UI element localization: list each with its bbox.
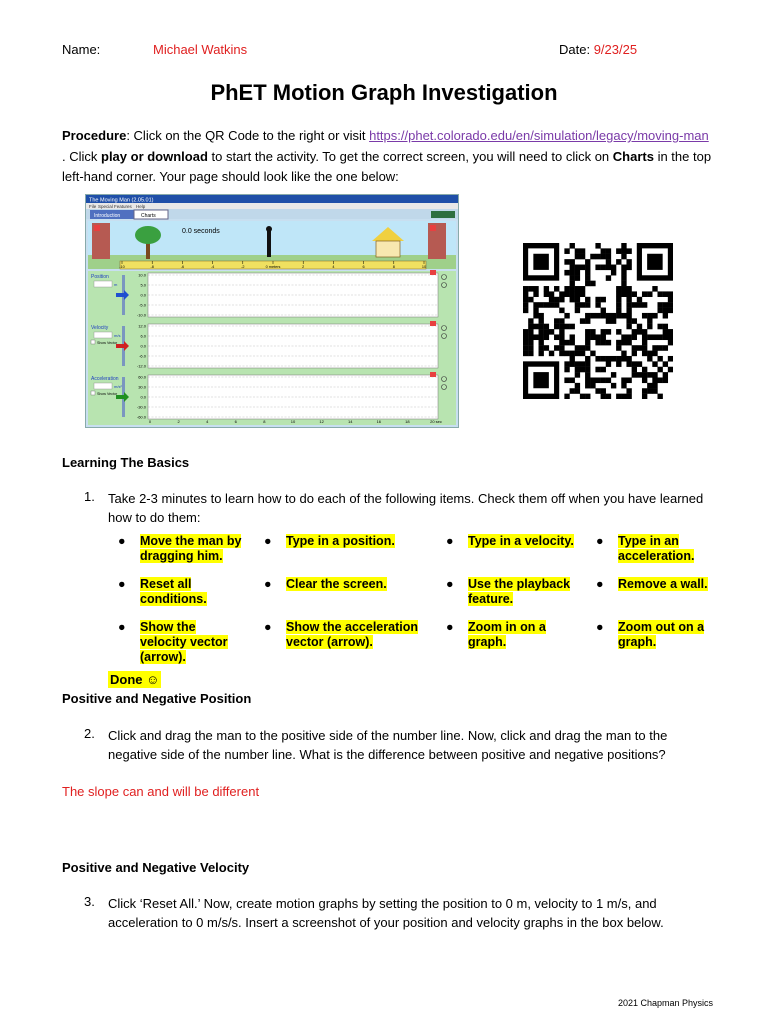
time-axis-tick: 0 — [148, 419, 152, 424]
procedure-paragraph — [62, 126, 712, 188]
graph-tick-label: 12.0 — [138, 323, 146, 329]
show-vector-checkbox: Show Vector — [97, 392, 118, 396]
graph-tick-label: 5.0 — [140, 282, 146, 288]
time-axis-tick: 2 — [177, 419, 180, 424]
number-line-tick: -8 — [150, 265, 154, 269]
checklist-item — [264, 620, 418, 650]
bullet-icon: ● — [264, 620, 272, 634]
learning-intro: Take 2-3 minutes to learn how to do each of the following items. Check them off when you have learned how to do them: — [108, 491, 704, 525]
graph-unit: m/s — [114, 333, 121, 338]
time-axis-tick: 16 — [376, 419, 382, 424]
bullet-icon: ● — [446, 620, 454, 634]
checklist-item — [446, 620, 546, 650]
graph-label: Velocity — [91, 325, 109, 331]
number-line-tick: -4 — [210, 265, 215, 269]
time-axis-tick: 20 sec — [430, 419, 442, 424]
procedure-text-1: : Click on the QR Code to the right or visit — [126, 128, 370, 143]
phet-link[interactable]: https://phet.colorado.edu/en/simulation/legacy/moving-man — [369, 128, 709, 143]
page-title: PhET Motion Graph Investigation — [210, 80, 558, 105]
checklist-item — [118, 577, 207, 607]
checklist-item-text: Move the man by dragging him. — [140, 534, 242, 563]
procedure-text-3: to start the activity. To get the correct screen, you will need to click on — [207, 148, 613, 164]
number-line-tick: 10 — [421, 265, 427, 269]
sim-menu-help: Help — [136, 204, 146, 209]
done-mark: Done ☺ — [110, 672, 160, 687]
bullet-icon: ● — [596, 577, 604, 591]
graph-tick-label: -30.0 — [136, 404, 146, 410]
show-vector-checkbox: Show Vector — [97, 341, 118, 345]
number-line-tick: -10 — [119, 265, 125, 269]
time-axis-tick: 8 — [263, 419, 266, 424]
checklist-item — [264, 534, 395, 549]
bullet-icon: ● — [446, 534, 454, 548]
graph-tick-label: 0.0 — [140, 343, 146, 349]
sim-menu-file: File — [89, 204, 97, 209]
graph-tick-label: -5.0 — [139, 302, 146, 308]
graph-label: Position — [91, 274, 109, 280]
date-label: Date: — [559, 42, 591, 57]
time-axis-tick: 4 — [206, 419, 209, 424]
learning-heading: Learning The Basics — [62, 455, 190, 470]
checklist-item — [264, 577, 387, 592]
procedure-text-4: in the top left-hand corner. Your page should look like the one below: — [62, 148, 712, 184]
number-line-tick: 6 — [362, 265, 365, 269]
checklist-item-text: Show the velocity vector (arrow). — [140, 620, 228, 664]
velocity-heading: Positive and Negative Velocity — [62, 860, 250, 875]
checklist-item — [118, 620, 228, 665]
item-number-1: 1. — [84, 489, 95, 504]
checklist-item — [446, 577, 570, 607]
footer: 2021 Chapman Physics — [618, 998, 714, 1008]
graph-tick-label: 0.0 — [140, 292, 146, 298]
checklist-item — [596, 577, 708, 592]
checklist-item-text: Type in a velocity. — [468, 534, 574, 548]
checklist-item-text: Show the acceleration vector (arrow). — [286, 620, 418, 649]
bullet-icon: ● — [118, 577, 126, 591]
bullet-icon: ● — [264, 577, 272, 591]
checklist-item — [446, 534, 574, 549]
bullet-icon: ● — [264, 534, 272, 548]
position-question: Click and drag the man to the positive side of the number line. Now, click and drag the man to the negative side of the number line. What is the difference between positive and negative positions? — [108, 728, 668, 762]
graph-tick-label: 0.0 — [140, 394, 146, 400]
number-line-tick: -6 — [180, 265, 185, 269]
checklist-item — [596, 620, 704, 650]
graph-tick-label: -60.0 — [136, 414, 146, 420]
procedure-bold-2: Charts — [612, 148, 654, 164]
time-axis-tick: 10 — [290, 419, 296, 424]
procedure-text-2: . Click — [62, 148, 101, 164]
number-line-tick: 4 — [332, 265, 335, 269]
checklist-item-text: Reset all conditions. — [140, 577, 207, 606]
bullet-icon: ● — [446, 577, 454, 591]
graph-label: Acceleration — [91, 376, 119, 382]
procedure-bold-1: play or download — [101, 148, 208, 164]
checklist-item-text: Use the playback feature. — [468, 577, 571, 606]
graph-unit: m/s² — [114, 384, 122, 389]
item-number-3: 3. — [84, 894, 95, 909]
bullet-icon: ● — [596, 534, 604, 548]
checklist-item-text: Remove a wall. — [618, 577, 708, 591]
time-axis-tick: 14 — [347, 419, 353, 424]
bullet-icon: ● — [596, 620, 604, 634]
date-value: 9/23/25 — [593, 42, 638, 57]
number-line-tick: 0 meters — [265, 265, 281, 269]
checklist-item-text: Type in an acceleration. — [618, 534, 695, 563]
name-value: Michael Watkins — [153, 42, 248, 57]
checklist-item-text: Zoom in on a graph. — [468, 620, 546, 649]
name-label: Name: — [62, 42, 101, 57]
bullet-icon: ● — [118, 534, 126, 548]
time-axis-tick: 12 — [319, 419, 324, 424]
position-answer: The slope can and will be different — [62, 784, 260, 799]
item-number-2: 2. — [84, 726, 95, 741]
number-line-tick: 2 — [302, 265, 305, 269]
number-line-tick: 8 — [392, 265, 395, 269]
procedure-label: Procedure — [62, 128, 127, 143]
simulation-screenshot — [85, 194, 459, 428]
sim-time-readout: 0.0 seconds — [182, 228, 220, 235]
graph-tick-label: 60.0 — [138, 374, 146, 380]
checklist-item — [596, 534, 694, 564]
graph-tick-label: -12.0 — [136, 363, 146, 369]
graph-unit: m — [114, 282, 118, 287]
graph-tick-label: 10.0 — [138, 272, 146, 278]
date-field — [559, 40, 637, 60]
velocity-question: Click ‘Reset All.’ Now, create motion graphs by setting the position to 0 m, velocity to 1 m/s, and acceleration to 0 m/s/s. Insert a screenshot of your position and velocity graphs in the box below. — [108, 896, 664, 930]
number-line-tick: -2 — [241, 265, 245, 269]
sim-tab-introduction: Introduction — [94, 213, 121, 219]
checklist-item-text: Type in a position. — [286, 534, 395, 548]
checklist-item — [118, 534, 241, 564]
sim-tab-charts: Charts — [141, 213, 156, 219]
graph-tick-label: -6.0 — [139, 353, 146, 359]
checklist-item-text: Zoom out on a graph. — [618, 620, 705, 649]
position-heading: Positive and Negative Position — [62, 691, 252, 706]
qr-code[interactable] — [523, 243, 673, 399]
graph-tick-label: -10.0 — [136, 312, 146, 318]
sim-window-title: The Moving Man (2.05.01) — [89, 197, 154, 204]
checklist-item-text: Clear the screen. — [286, 577, 387, 591]
sim-menu-special: Special Features — [98, 204, 132, 209]
time-axis-tick: 6 — [234, 419, 237, 424]
bullet-icon: ● — [118, 620, 126, 634]
time-axis-tick: 18 — [405, 419, 410, 424]
graph-tick-label: 6.0 — [140, 333, 146, 339]
graph-tick-label: 30.0 — [138, 384, 146, 390]
